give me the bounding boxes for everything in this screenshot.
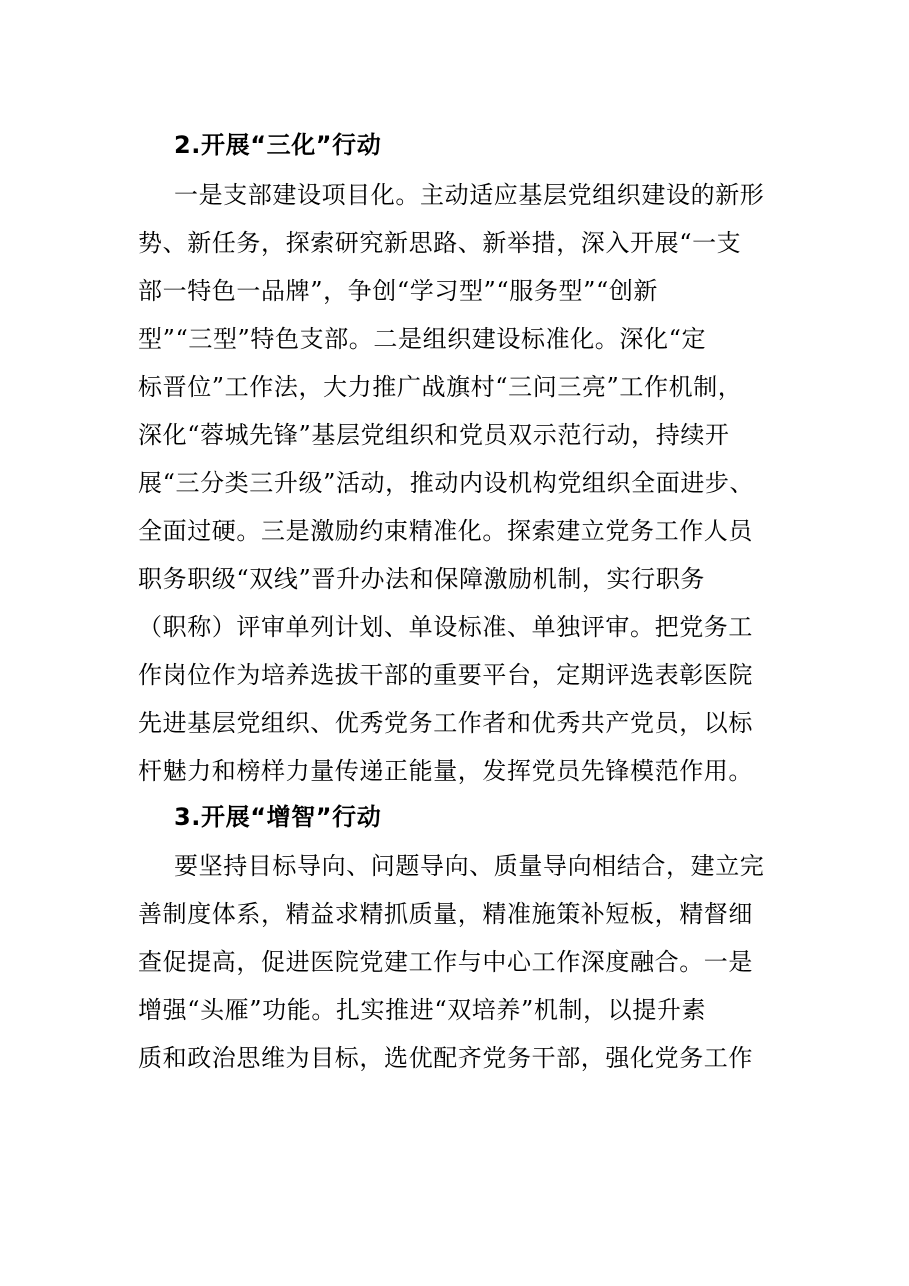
paragraph-line: 深化“蓉城先锋”基层党组织和党员双示范行动，持续开 [138,421,730,449]
section-heading-3: 3.开展“增智”行动 [174,803,382,831]
paragraph-line: 型”“三型”特色支部。二是组织建设标准化。深化“定 [138,325,707,353]
paragraph-line: 部一特色一品牌”，争创“学习型”“服务型”“创新 [138,277,659,305]
paragraph-line: 全面过硬。三是激励约束精准化。探索建立党务工作人员 [138,517,753,545]
paragraph-line: 查促提高，促进医院党建工作与中心工作深度融合。一是 [138,948,753,976]
paragraph-line: 杆魅力和榜样力量传递正能量，发挥党员先锋模范作用。 [138,757,753,785]
paragraph-line: 作岗位作为培养选拔干部的重要平台，定期评选表彰医院 [138,661,753,689]
paragraph-line: 标晋位”工作法，大力推广战旗村“三问三亮”工作机制， [138,373,743,401]
paragraph-line: 势、新任务，探索研究新思路、新举措，深入开展“一支 [138,229,742,257]
paragraph-line: 质和政治思维为目标，选优配齐党务干部，强化党务工作 [138,1044,753,1072]
paragraph-line: 要坚持目标导向、问题导向、质量导向相结合，建立完 [174,852,765,880]
paragraph-line: 善制度体系，精益求精抓质量，精准施策补短板，精督细 [138,900,753,928]
section-heading-2: 2.开展“三化”行动 [174,131,382,159]
paragraph-line: 先进基层党组织、优秀党务工作者和优秀共产党员，以标 [138,709,753,737]
paragraph-line: 展“三分类三升级”活动，推动内设机构党组织全面进步、 [138,469,755,497]
paragraph-line: 增强“头雁”功能。扎实推进“双培养”机制，以提升素 [138,996,707,1024]
paragraph-line: 职务职级“双线”晋升办法和保障激励机制，实行职务 [138,565,705,593]
paragraph-line: 一是支部建设项目化。主动适应基层党组织建设的新形 [174,181,765,209]
paragraph-line: （职称）评审单列计划、单设标准、单独评审。把党务工 [138,613,753,641]
